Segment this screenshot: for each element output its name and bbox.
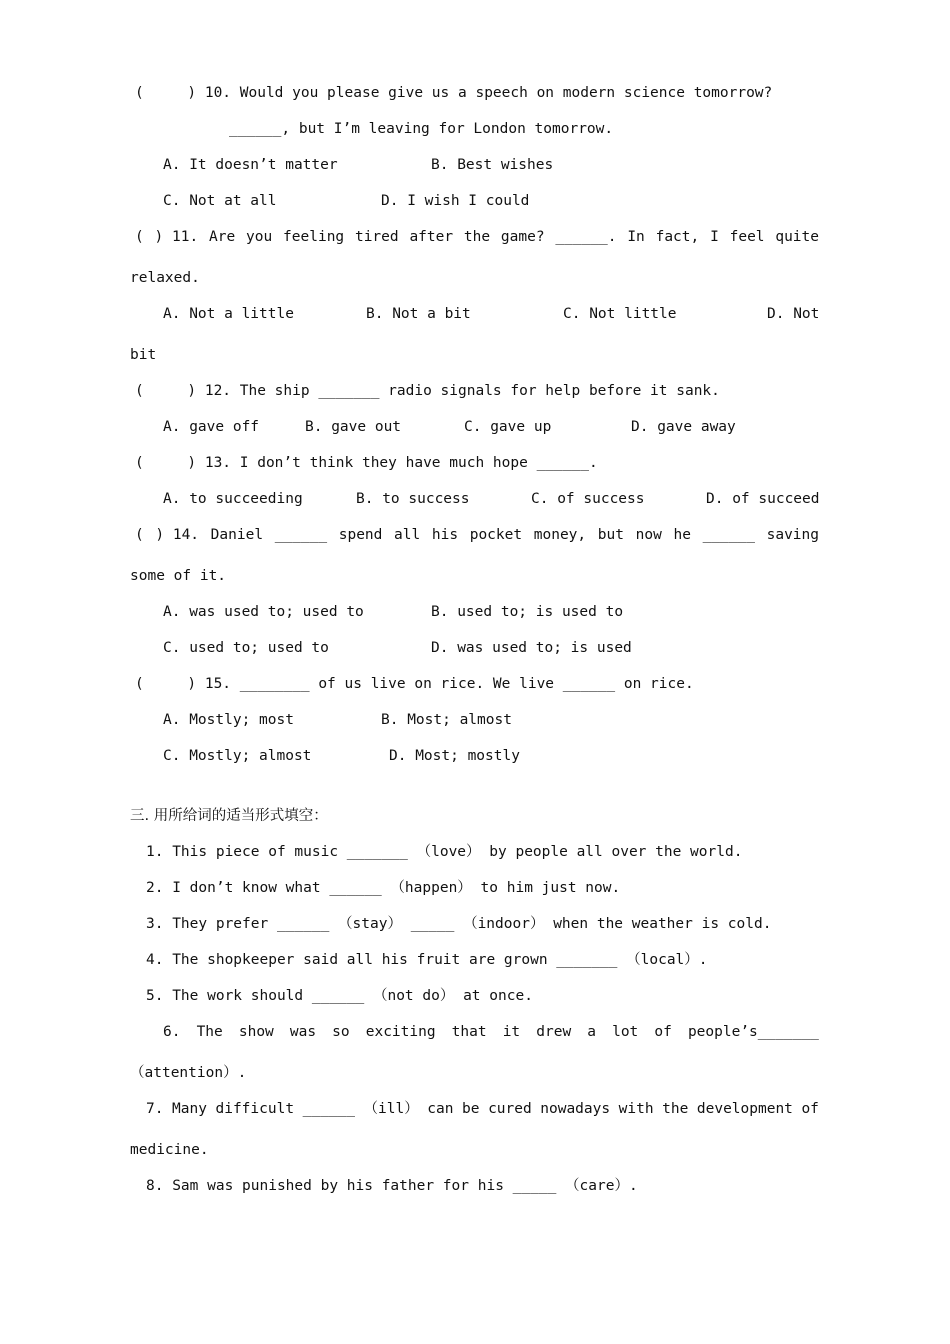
q14-stem: ( ) 14. Daniel ______ spend all his pocket money, but now he ______ saving: [135, 527, 819, 543]
q13-option-d: D. of succeed: [706, 491, 820, 507]
q14-option-a: A. was used to; used to: [163, 604, 364, 620]
section3-item-7: 7. Many difficult ______ （ill） can be cured nowadays with the development of: [146, 1101, 819, 1117]
section3-item-3: 3. They prefer ______ （stay） _____ （indoor） when the weather is cold.: [146, 916, 772, 932]
q11-option-d: D. Not: [767, 306, 820, 322]
q14-option-d: D. was used to; is used: [431, 640, 632, 656]
section3-item-2: 2. I don’t know what ______ （happen） to him just now.: [146, 880, 621, 896]
section3-heading: 三. 用所给词的适当形式填空：: [130, 808, 328, 824]
q11-option-b: B. Not a bit: [366, 306, 471, 322]
q11-option-a: A. Not a little: [163, 306, 294, 322]
q12-option-a: A. gave off: [163, 419, 260, 435]
q15-option-a: A. Mostly; most: [163, 712, 294, 728]
q12-stem: ( ) 12. The ship _______ radio signals for help before it sank.: [135, 383, 720, 399]
section3-item-8: 8. Sam was punished by his father for his _____ （care）.: [146, 1178, 638, 1194]
q13-option-c: C. of success: [531, 491, 645, 507]
q11-stem: ( ) 11. Are you feeling tired after the game? ______. In fact, I feel quite: [135, 229, 819, 245]
q15-stem: ( ) 15. ________ of us live on rice. We live ______ on rice.: [135, 676, 694, 692]
q15-option-c: C. Mostly; almost: [163, 748, 312, 764]
q13-option-a: A. to succeeding: [163, 491, 303, 507]
section3-item-5: 5. The work should ______ （not do） at once.: [146, 988, 533, 1004]
q10-reply: ______, but I’m leaving for London tomorrow.: [229, 121, 614, 137]
section3-item-7-cont: medicine.: [130, 1142, 209, 1158]
q10-option-c: C. Not at all: [163, 193, 277, 209]
q14-stem-cont: some of it.: [130, 568, 227, 584]
q11-option-d-cont: bit: [130, 347, 157, 363]
q11-option-c: C. Not little: [563, 306, 677, 322]
q10-stem: ( ) 10. Would you please give us a speech on modern science tomorrow?: [135, 85, 773, 101]
section3-item-4: 4. The shopkeeper said all his fruit are grown _______ （local）.: [146, 952, 708, 968]
q12-option-c: C. gave up: [464, 419, 552, 435]
q12-option-d: D. gave away: [631, 419, 736, 435]
q15-option-b: B. Most; almost: [381, 712, 512, 728]
q14-option-c: C. used to; used to: [163, 640, 329, 656]
q10-option-b: B. Best wishes: [431, 157, 554, 173]
section3-item-6-cont: （attention）.: [130, 1065, 247, 1081]
q15-option-d: D. Most; mostly: [389, 748, 520, 764]
q13-option-b: B. to success: [356, 491, 470, 507]
q14-option-b: B. used to; is used to: [431, 604, 624, 620]
q12-option-b: B. gave out: [305, 419, 402, 435]
section3-item-1: 1. This piece of music _______ （love） by people all over the world.: [146, 844, 743, 860]
q13-stem: ( ) 13. I don’t think they have much hope ______.: [135, 455, 598, 471]
q10-option-a: A. It doesn’t matter: [163, 157, 338, 173]
q10-option-d: D. I wish I could: [381, 193, 530, 209]
section3-item-6: 6. The show was so exciting that it drew a lot of people’s_______: [163, 1024, 819, 1040]
q11-stem-cont: relaxed.: [130, 270, 200, 286]
